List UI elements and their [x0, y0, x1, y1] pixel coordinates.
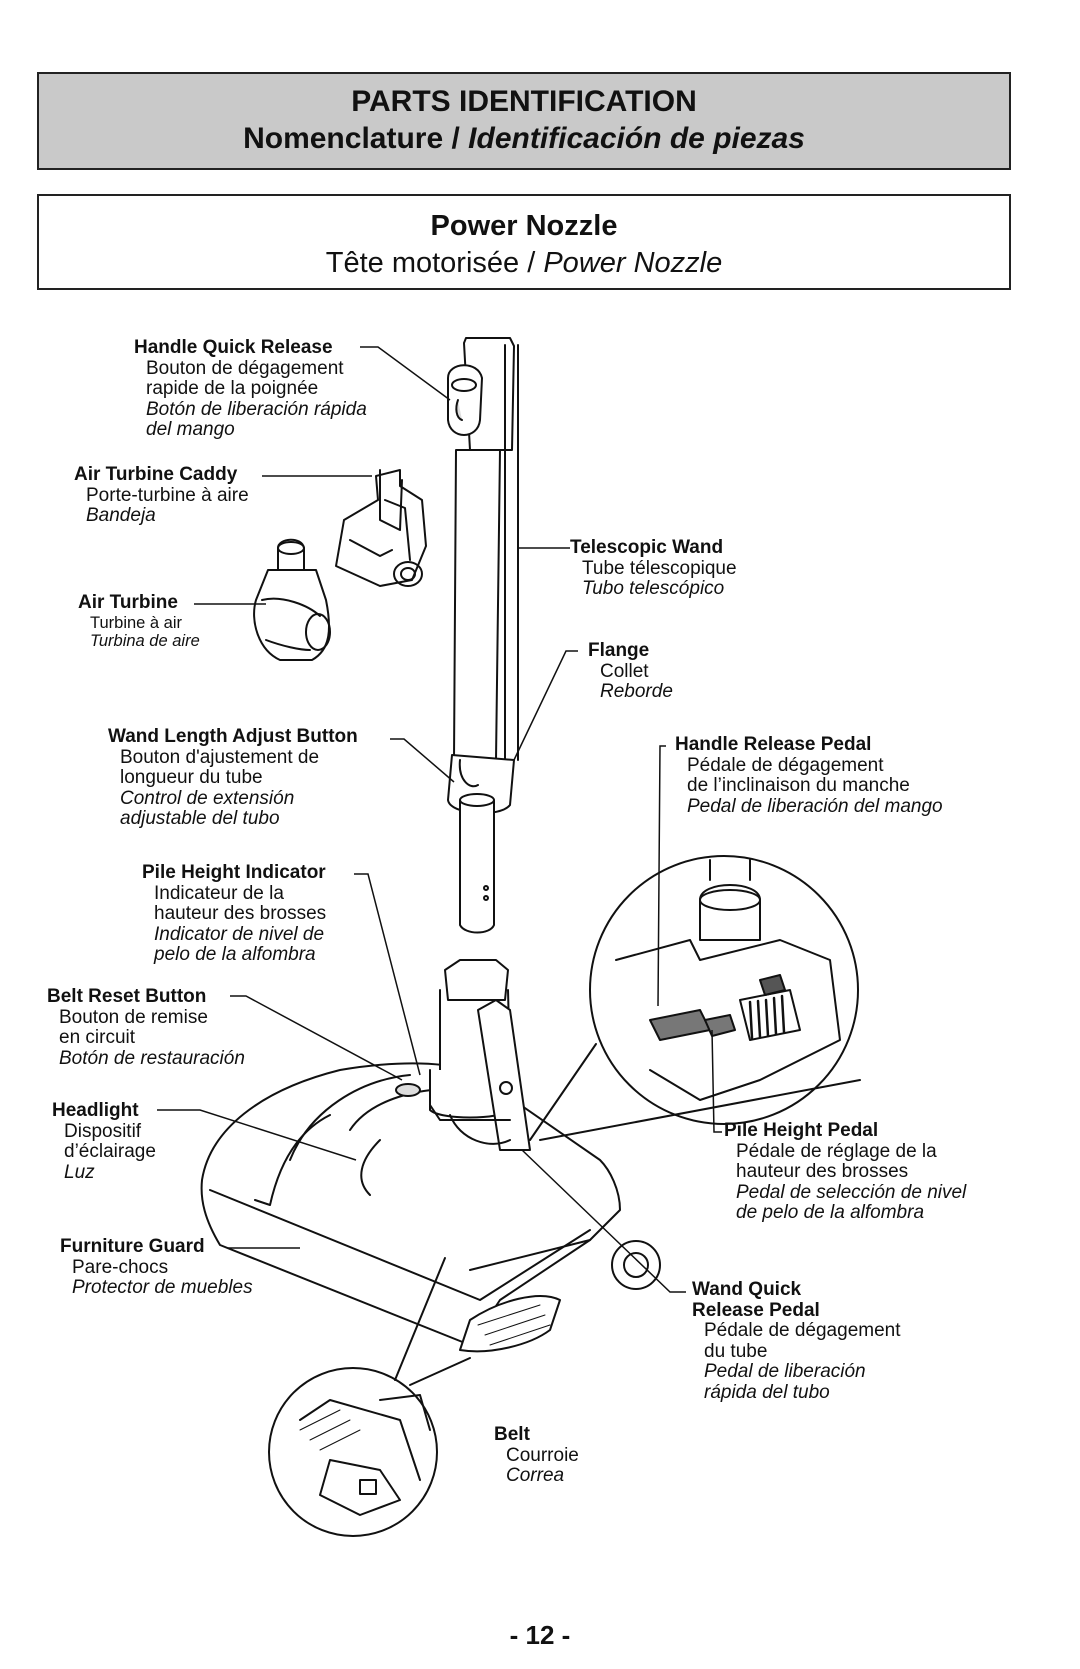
leader-wand-length-adjust [390, 739, 454, 782]
subtitle-es: Identificación de piezas [468, 122, 805, 155]
page-title: PARTS IDENTIFICATION [351, 85, 697, 118]
air-turbine-drawing [254, 540, 330, 660]
page-number: - 12 - [509, 1620, 571, 1650]
label-handle-release-pedal: Handle Release Pedal Pédale de dégagement de l’inclinaison du manche Pedal de liberación del mango [675, 734, 943, 817]
label-flange: Flange Collet Reborde [588, 640, 673, 702]
label-handle-quick-release: Handle Quick Release Bouton de dégagement rapide de la poignée Botón de liberación rápida del mango [134, 337, 367, 440]
label-belt-reset-button: Belt Reset Button Bouton de remise en circuit Botón de restauración [47, 986, 245, 1069]
label-furniture-guard: Furniture Guard Pare-chocs Protector de muebles [60, 1236, 253, 1298]
label-headlight: Headlight Dispositif d’éclairage Luz [52, 1100, 156, 1183]
section-subtitle-es: Power Nozzle [543, 247, 723, 279]
label-air-turbine: Air Turbine Turbine à air Turbina de aire [78, 592, 200, 650]
subtitle-fr: Nomenclature / [243, 122, 460, 155]
section-title: Power Nozzle [430, 210, 618, 242]
leader-handle-quick-release [360, 347, 450, 400]
label-air-turbine-caddy: Air Turbine Caddy Porte-turbine à aire Bandeja [74, 464, 249, 526]
telescopic-wand-drawing [448, 338, 518, 933]
leader-flange [514, 651, 578, 760]
leader-pile-height-indicator [354, 874, 420, 1075]
air-turbine-caddy-drawing [336, 470, 426, 586]
label-pile-height-pedal: Pile Height Pedal Pédale de réglage de la hauteur des brosses Pedal de selección de nivel de pelo de la alfombra [724, 1120, 967, 1223]
label-wand-length-adjust-button: Wand Length Adjust Button Bouton d'ajustement de longueur du tube Control de extensión adjustable del tubo [108, 726, 358, 829]
label-belt: Belt Courroie Correa [494, 1424, 579, 1486]
label-telescopic-wand: Telescopic Wand Tube télescopique Tubo telescópico [570, 537, 737, 599]
section-subtitle-fr: Tête motorisée / [325, 247, 536, 279]
label-pile-height-indicator: Pile Height Indicator Indicateur de la hauteur des brosses Indicator de nivel de pelo de la alfombra [142, 862, 327, 965]
pedal-zoom-circle-drawing [530, 856, 860, 1140]
label-wand-quick-release-pedal: Wand Quick Release Pedal Pédale de dégagement du tube Pedal de liberación rápida del tubo [692, 1279, 901, 1403]
